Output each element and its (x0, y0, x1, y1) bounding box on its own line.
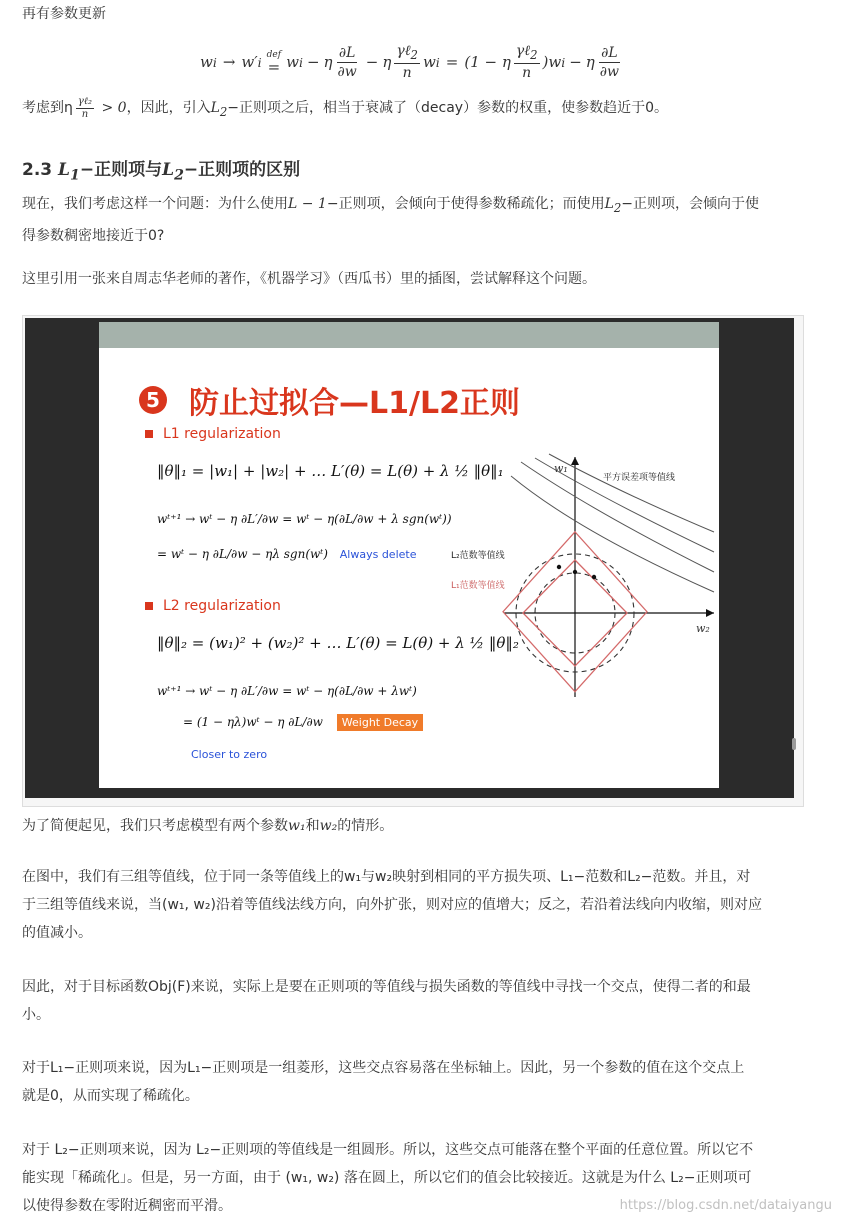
figure-scrollbar[interactable] (792, 738, 796, 750)
paragraph-contours: 在图中，我们有三组等值线，位于同一条等值线上的w₁与w₂映射到相同的平方损失项、L₁−范数和L₂−范数。并且，对 于三组等值线来说，当(w₁, w₂)沿着等值线法线方向，向外扩张，则对应的值增大；反之，若沿着法线向内收缩，则对应 的值减小。 (22, 869, 762, 941)
slide-title: 5 防止过拟合—L1/L2正则 (139, 378, 520, 422)
l2-norm-formula: ‖θ‖₂ = (w₁)² + (w₂)² + … L′(θ) = L(θ) + λ ½ ‖θ‖₂ (157, 634, 519, 652)
contour-diagram (499, 452, 719, 697)
l1-contour-label: L₁范数等值线 (451, 581, 505, 591)
l1-update-formula: wᵗ⁺¹ → wᵗ − η ∂L′/∂w = wᵗ − η(∂L/∂w + λ sgn(wᵗ)) (157, 512, 452, 526)
l2-update-formula-2: = (1 − ηλ)wᵗ − η ∂L/∂w Weight Decay (183, 715, 423, 729)
paragraph-two-params: 为了简便起见，我们只考虑模型有两个参数w₁和w₂的情形。 (22, 818, 394, 834)
intro-line: 再有参数更新 (22, 6, 106, 22)
loss-contour-4 (511, 476, 714, 592)
slide-top-bar (99, 322, 719, 348)
weight-decay-badge: Weight Decay (337, 714, 423, 731)
slide-number-badge: 5 (139, 386, 167, 414)
update-formula: w i → w′ i def = w i − η $\frac{\partial L}{\partial w}$ − η $\frac{\gamma\ell_2}{n}$ w i = (1 − η $\frac{\gamma\ell_2}{n}$ ) w i − η $\frac{\partial L}{\partial w}$ (200, 42, 620, 82)
section-heading: 2.3 $L_1-$正则项与$L_2-$正则项的区别 (22, 160, 301, 184)
paragraph-question: 现在，我们考虑这样一个问题：为什么使用L − 1−正则项，会倾向于使得参数稀疏化；而使用$L_2-$正则项，会倾向于使 得参数稠密地接近于0? (22, 196, 760, 244)
l2-label: L2 regularization (145, 598, 281, 614)
l2-contour-label: L₂范数等值线 (451, 551, 505, 561)
paragraph-l2: 对于 L₂−正则项来说，因为 L₂−正则项的等值线是一组圆形。所以，这些交点可能落在整个平面的任意位置。所以它不 能实现「稀疏化」。但是，另一方面，由于 (w₁, w₂) 落在圆上，所以它们的值会比较接近。这就是为什么 L₂−正则项可 以使得参数在零附近稠密而平滑。 (22, 1142, 754, 1214)
l2-update-formula: wᵗ⁺¹ → wᵗ − η ∂L′/∂w = wᵗ − η(∂L/∂w + λwᵗ) (157, 684, 417, 698)
watermark-text: https://blog.csdn.net/dataiyangu (619, 1198, 832, 1213)
consider-paragraph: 考虑到η $\frac{\text{γℓ₂}}{n}$ > 0，因此，引入$L_2-$正则项之后，相当于衰减了（decay）参数的权重，使参数趋近于0。 (22, 95, 668, 120)
w1-axis-label: w₁ (554, 462, 568, 475)
l1-label: L1 regularization (145, 426, 281, 442)
l1-update-formula-2: = wᵗ − η ∂L/∂w − ηλ sgn(wᵗ) Always delete (157, 547, 417, 561)
l1-norm-formula: ‖θ‖₁ = |w₁| + |w₂| + … L′(θ) = L(θ) + λ ½ ‖θ‖₁ (157, 462, 504, 480)
closer-to-zero-label: Closer to zero (191, 748, 268, 761)
paragraph-l1: 对于L₁−正则项来说，因为L₁−正则项是一组菱形，这些交点容易落在坐标轴上。因此，另一个参数的值在这个交点上 就是0，从而实现了稀疏化。 (22, 1060, 745, 1104)
loss-contour-label: 平方误差项等值线 (603, 473, 676, 483)
paragraph-reference: 这里引用一张来自周志华老师的著作，《机器学习》（西瓜书）里的插图，尝试解释这个问题。 (22, 271, 596, 287)
slide-image (99, 322, 719, 788)
paragraph-objective: 因此，对于目标函数Obj(F)来说，实际上是要在正则项的等值线与损失函数的等值线中寻找一个交点，使得二者的和最 小。 (22, 979, 751, 1023)
w2-axis-label: w₂ (696, 622, 710, 635)
